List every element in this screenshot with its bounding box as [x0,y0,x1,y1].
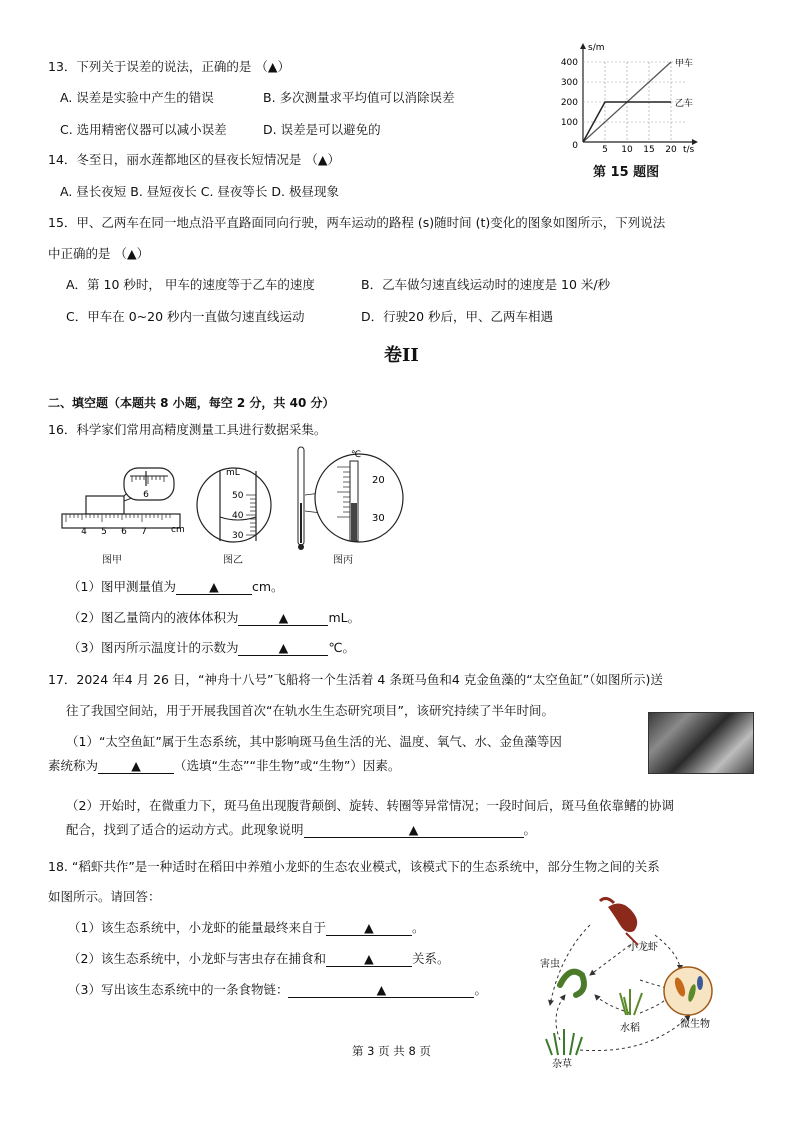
q17-answer-blank-1[interactable]: ▲ [98,759,174,774]
ruler-tick: 7 [141,527,147,537]
q16-part2 [68,608,360,626]
q18-stem-line1: 18. “稻虾共作”是一种适时在稻田中养殖小龙虾的生态农业模式，该模式下的生态系统中，部分生物之间的关系 [48,859,660,874]
q17-part2-line2 [66,820,536,838]
zoom-tick: 6 [143,490,149,500]
q16-part1-suffix: cm。 [251,579,284,594]
q15-option-a: A．第 10 秒时， 甲车的速度等于乙车的速度 [66,277,315,292]
page-footer: 第 3 页 共 8 页 [352,1044,431,1058]
q15-figure-caption: 第 15 题图 [593,165,660,180]
pest-icon [560,972,584,995]
figure-bing-label: 图丙 [333,555,353,566]
q18-part1-suffix: 。 [411,920,425,935]
q17-stem-line1: 17．2024 年4 月 26 日，“神舟十八号”飞船将一个生活着 4 条斑马鱼和4 克金鱼藻的“太空鱼缸”（如图所示)送 [48,672,663,687]
weed-icon [546,1029,582,1055]
q13-option-d: D. 误差是可以避免的 [263,122,381,137]
q18-stem-line2: 如图所示。请回答： [48,889,161,904]
q15-option-c: C．甲车在 0~20 秒内一直做匀速直线运动 [66,309,305,324]
q16-part2-prefix: （2）图乙量筒内的液体体积为 [68,610,239,625]
q16-part1 [68,577,284,595]
q16-answer-blank-3[interactable]: ▲ [238,641,328,656]
q13-option-a: A. 误差是实验中产生的错误 [60,90,214,105]
q18-part2-suffix: 关系。 [411,951,450,966]
q17-part1-line2 [48,756,400,774]
q16-part3-prefix: （3）图丙所示温度计的示数为 [68,640,239,655]
xtick: 10 [621,145,633,155]
microbe-icon [664,967,712,1015]
q15-option-d: D．行驶20 秒后，甲、乙两车相遇 [361,309,554,324]
q18-part1 [68,918,424,936]
q18-part2-prefix: （2）该生态系统中，小龙虾与害虫存在捕食和 [68,951,326,966]
ruler-unit: cm [171,525,185,535]
ytick: 100 [560,118,578,128]
xtick: 15 [643,145,655,155]
q18-part1-prefix: （1）该生态系统中，小龙虾的能量最终来自于 [68,920,326,935]
q17-part1-line1: （1）“太空鱼缸”属于生态系统，其中影响斑马鱼生活的光、温度、氧气、水、金鱼藻等因 [66,734,562,749]
q16-answer-blank-1[interactable]: ▲ [176,580,252,595]
thermometer-figure [293,443,408,553]
ytick: 300 [560,78,578,88]
q17-part2-suffix: 。 [523,822,537,837]
thermo-tick: 30 [372,513,385,524]
thermo-tick: 20 [372,475,385,486]
xtick: 20 [665,145,677,155]
x-axis-label: t/s [683,145,695,155]
ruler-figure [58,460,188,560]
cylinder-unit: mL [226,468,240,478]
ruler-tick: 4 [81,527,87,537]
q14-options: A. 昼长夜短 B. 昼短夜长 C. 昼夜等长 D. 极昼现象 [60,184,339,199]
figure-jia-label: 图甲 [102,555,122,566]
q13-option-c: C. 选用精密仪器可以减小误差 [60,122,227,137]
microbe-label: 微生物 [680,1019,710,1030]
q15-stem-line2: 中正确的是 （▲） [48,246,150,261]
rice-label: 水稻 [620,1023,640,1034]
rice-crayfish-diagram [530,895,760,1070]
q17-answer-blank-2[interactable]: ▲ [304,823,524,838]
pest-label: 害虫 [540,959,560,970]
q13-option-b: B. 多次测量求平均值可以消除误差 [263,90,455,105]
section-title: 卷II [384,345,419,366]
yi-label: 乙车 [675,99,694,109]
q13-stem: 13．下列关于误差的说法，正确的是 （▲） [48,59,290,74]
space-fish-tank-photo [648,712,754,774]
q16-part2-suffix: mL。 [328,610,361,625]
q17-part2-prefix: 配合，找到了适合的运动方式。此现象说明 [66,822,304,837]
cylinder-tick: 40 [232,511,244,521]
q18-part3 [68,980,487,998]
crayfish-label: 小龙虾 [628,942,658,953]
q16-part1-prefix: （1）图甲测量值为 [68,579,176,594]
ruler-tick: 5 [101,527,107,537]
section-heading: 二、填空题（本题共 8 小题，每空 2 分，共 40 分） [48,396,335,410]
q15-st-graph [555,40,705,155]
cylinder-figure [196,455,274,550]
q18-part2 [68,949,449,967]
q15-stem-line1: 15．甲、乙两车在同一地点沿平直路面同向行驶，两车运动的路程 (s)随时间 (t)变化的图象如图所示，下列说法 [48,215,666,230]
q18-answer-blank-2[interactable]: ▲ [326,952,412,967]
q17-stem-line2: 往了我国空间站，用于开展我国首次“在轨水生生态研究项目”，该研究持续了半年时间。 [66,703,554,718]
q16-part3-suffix: ℃。 [328,640,356,655]
q18-part3-suffix: 。 [474,982,487,997]
cylinder-tick: 50 [232,491,244,501]
cylinder-tick: 30 [232,531,244,541]
thermo-unit: ℃ [351,450,362,460]
figure-yi-label: 图乙 [223,555,243,566]
ruler-tick: 6 [121,527,127,537]
q15-option-b: B．乙车做匀速直线运动时的速度是 10 米/秒 [361,277,611,292]
q17-part2-line1: （2）开始时，在微重力下，斑马鱼出现腹背颠倒、旋转、转圈等异常情况；一段时间后，斑马鱼依靠鳍的协调 [66,798,674,813]
q14-stem: 14．冬至日，丽水莲都地区的昼夜长短情况是 （▲） [48,152,340,167]
xtick: 5 [602,145,608,155]
q17-part1-prefix: 素统称为 [48,758,99,773]
crayfish-icon [600,898,638,945]
ytick: 400 [560,58,578,68]
weed-label: 杂草 [552,1059,572,1070]
q18-part3-prefix: （3）写出该生态系统中的一条食物链： [68,982,289,997]
y-axis-label: s/m [588,43,605,53]
ytick: 0 [572,141,578,151]
q18-answer-blank-3[interactable]: ▲ [288,983,474,998]
q16-answer-blank-2[interactable]: ▲ [238,611,328,626]
q16-stem: 16．科学家们常用高精度测量工具进行数据采集。 [48,422,327,437]
q17-part1-suffix: （选填“生态”“非生物”或“生物”）因素。 [174,758,401,773]
jia-label: 甲车 [675,59,694,69]
q18-answer-blank-1[interactable]: ▲ [326,921,412,936]
ytick: 200 [560,98,578,108]
q16-part3 [68,638,355,656]
